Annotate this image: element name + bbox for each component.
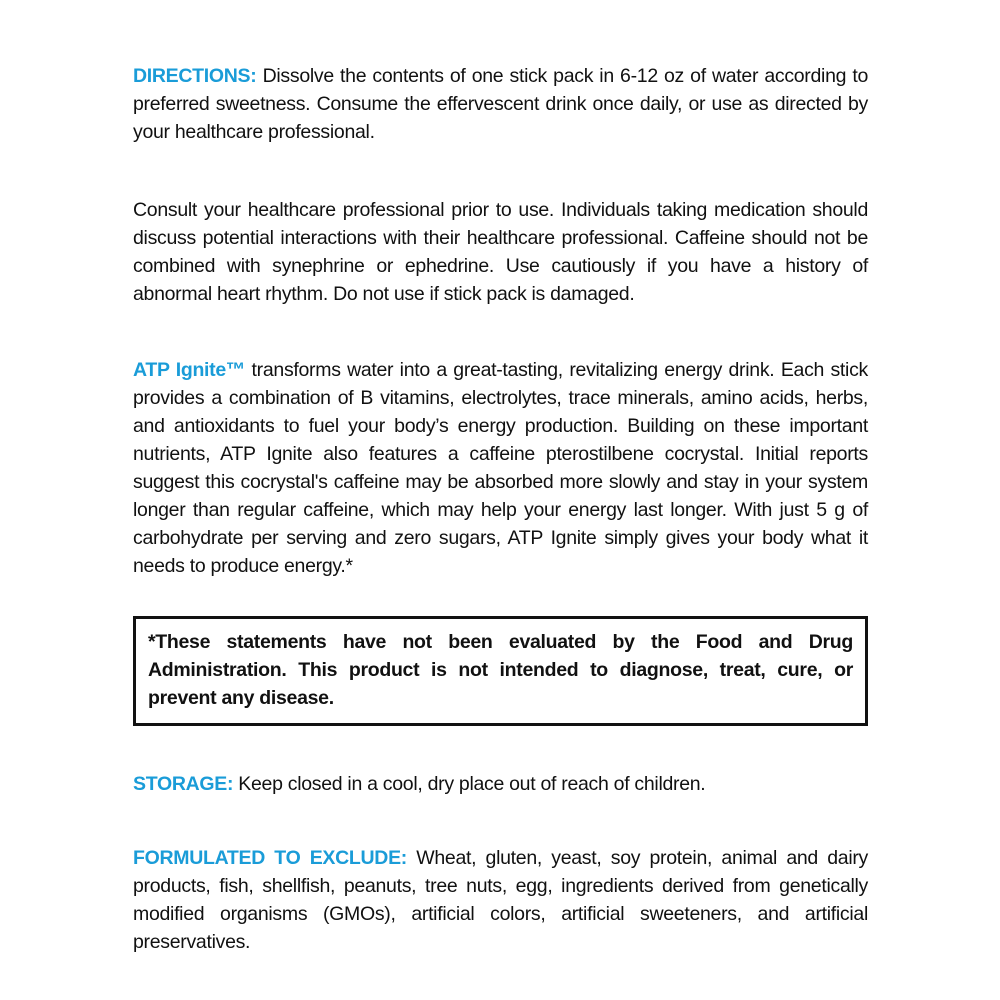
storage-text: Keep closed in a cool, dry place out of reach of children. bbox=[233, 773, 706, 795]
formulated-to-exclude-text: Wheat, gluten, yeast, soy protein, animal and dairy products, fish, shellfish, peanuts, tree nuts, egg, ingredients derived from genetically modified organisms (GMOs), artificial colors, artificial sweeteners, and artificial preservatives. bbox=[133, 847, 868, 953]
product-description-text: transforms water into a great-tasting, revitalizing energy drink. Each stick provides a combination of B vitamins, electrolytes, trace minerals, amino acids, herbs, and antioxidants to fuel your body’s energy production. Building on these important nutrients, ATP Ignite also features a caffeine pterostilbene cocrystal. Initial reports suggest this cocrystal's caffeine may be absorbed more slowly and stay in your system longer than regular caffeine, which may help your energy last longer. With just 5 g of carbohydrate per serving and zero sugars, ATP Ignite simply gives your body what it needs to produce energy.* bbox=[133, 359, 868, 577]
directions-heading: DIRECTIONS: bbox=[133, 65, 257, 87]
fda-disclaimer-paragraph bbox=[148, 628, 853, 712]
storage-paragraph bbox=[133, 770, 868, 798]
consult-paragraph bbox=[133, 196, 868, 308]
fda-disclaimer-box bbox=[133, 616, 868, 726]
directions-text: Dissolve the contents of one stick pack in 6-12 oz of water according to preferred sweetness. Consume the effervescent drink once daily, or use as directed by your healthcare professional. bbox=[133, 65, 868, 143]
formulated-to-exclude-heading: FORMULATED TO EXCLUDE: bbox=[133, 847, 407, 869]
consult-text: Consult your healthcare professional prior to use. Individuals taking medication should discuss potential interactions with their healthcare professional. Caffeine should not be combined with synephrine or ephedrine. Use cautiously if you have a history of abnormal heart rhythm. Do not use if stick pack is damaged. bbox=[133, 199, 868, 305]
product-description-paragraph bbox=[133, 356, 868, 580]
formulated-to-exclude-paragraph bbox=[133, 844, 868, 956]
directions-paragraph bbox=[133, 62, 868, 146]
fda-disclaimer-text: *These statements have not been evaluated by the Food and Drug Administration. This product is not intended to diagnose, treat, cure, or prevent any disease. bbox=[148, 631, 853, 709]
storage-heading: STORAGE: bbox=[133, 773, 234, 795]
product-name: ATP Ignite™ bbox=[133, 359, 246, 381]
